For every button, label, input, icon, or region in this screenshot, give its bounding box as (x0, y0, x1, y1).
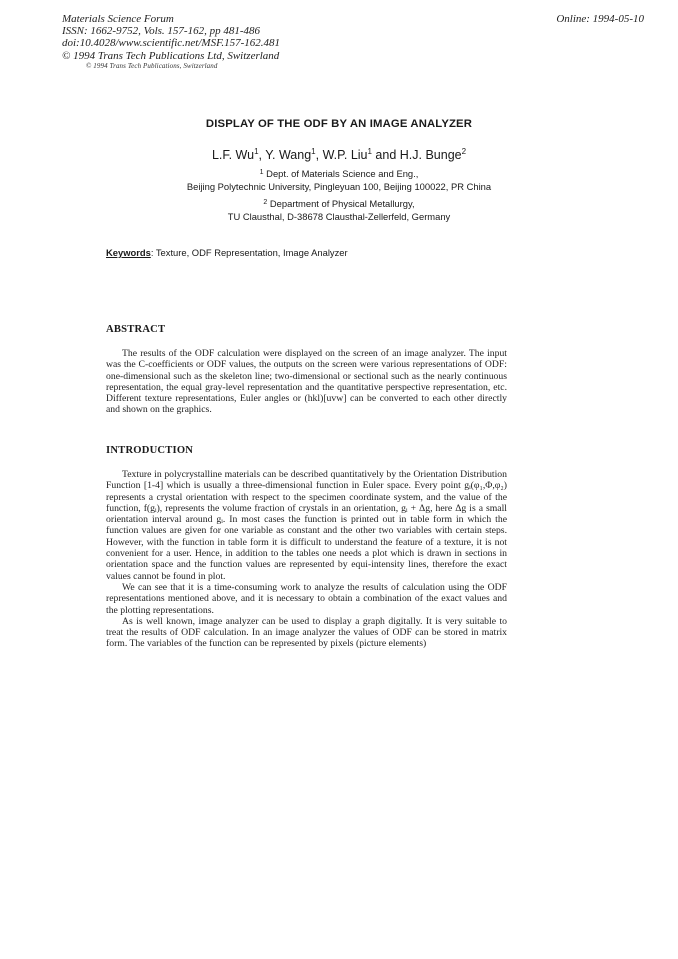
author-name: H.J. Bunge (399, 148, 462, 162)
journal-name: Materials Science Forum (62, 13, 174, 25)
copyright-line: © 1994 Trans Tech Publications Ltd, Switzerland (62, 49, 280, 62)
author-name: L.F. Wu (211, 148, 255, 162)
author-affiliation-mark: 1 (311, 147, 316, 156)
author-affiliation-mark: 1 (367, 147, 372, 156)
introduction-heading: INTRODUCTION (106, 445, 194, 456)
affiliation-1 (0, 167, 678, 193)
affiliation-department: Department of Physical Metallurgy, (269, 198, 415, 209)
affiliation-address: TU Clausthal, D-38678 Clausthal-Zellerfeld, Germany (227, 210, 451, 222)
affiliation-department: Dept. of Materials Science and Eng., (266, 168, 419, 179)
intro-paragraph: As is well known, image analyzer can be used to display a graph digitally. It is very suitable to treat the results of ODF calculation. In an image analyzer the values of ODF can be stored in matrix form. The variables of the function can be represented by pixels (picture elements) (106, 615, 507, 650)
author-separator: , (315, 148, 323, 162)
journal-header (62, 13, 362, 71)
copyright-small: © 1994 Trans Tech Publications, Switzerland (86, 61, 218, 70)
intro-paragraph: We can see that it is a time-consuming work to analyze the results of calculation using the ODF representations mentioned above, and it is necessary to obtain a combination of the exact values and the plotting representations. (106, 581, 507, 616)
author-list (0, 147, 678, 162)
author-separator: , (258, 148, 266, 162)
author-affiliation-mark: 2 (461, 147, 467, 156)
issn-line[interactable]: ISSN: 1662-9752, Vols. 157-162, pp 481-486 (62, 25, 260, 38)
author-separator: and (371, 148, 400, 162)
author-name: W.P. Liu (322, 148, 368, 162)
author-affiliation-mark: 1 (254, 147, 259, 156)
introduction-section (106, 469, 507, 650)
paper-title: DISPLAY OF THE ODF BY AN IMAGE ANALYZER (205, 118, 473, 130)
keywords-line (106, 247, 348, 258)
online-date: Online: 1994-05-10 (556, 13, 644, 25)
affiliation-mark: 1 (259, 169, 264, 176)
author-name: Y. Wang (265, 148, 312, 162)
keywords-label: Keywords (106, 247, 151, 258)
abstract-section (106, 348, 507, 416)
affiliation-address: Beijing Polytechnic University, Pingleyuan 100, Beijing 100022, PR China (186, 180, 492, 192)
keywords-text: : Texture, ODF Representation, Image Analyzer (150, 247, 348, 258)
abstract-heading: ABSTRACT (106, 324, 166, 335)
intro-paragraph: Texture in polycrystalline materials can be described quantitatively by the Orientation Distribution Function [1-4] which is usually a three-dimensional function in Euler space. Every point gᵢ(φ₁,Φ,φ₂) represents a crystal orientation with respect to the specimen coordinate system, and the value of the function, f(gᵢ), represents the volume fraction of crystals in an orientation, gᵢ + Δg, here Δg is a small orientation interval around gᵢ. In most cases the function is printed out in table form in which the function values are given for one variable as constant and the other two variables with certain steps. However, with the function in table form it is difficult to understand the feature of a texture, it is not convenient for a user. Hence, in addition to the tables one needs a plot which is drawn in sections in orientation space and the function values are represented by equi-intensity lines, therefore the exact values cannot be found in plot. (106, 469, 507, 582)
affiliation-2 (0, 197, 678, 223)
abstract-paragraph: The results of the ODF calculation were displayed on the screen of an image analyzer. The input was the C-coefficients or ODF values, the outputs on the screen were various representations of ODF: one-dimensional such as the skeleton line; two-dimensional or sectional such as the nearly continuous representation, the equal gray-level representation and the quantitative perspective representation, etc. Different texture representations, Euler angles or (hkl)[uvw] can be converted to each other directly and shown on the graphics. (106, 348, 507, 416)
affiliation-mark: 2 (263, 199, 268, 206)
doi-link[interactable]: doi:10.4028/www.scientific.net/MSF.157-162.481 (62, 37, 281, 50)
